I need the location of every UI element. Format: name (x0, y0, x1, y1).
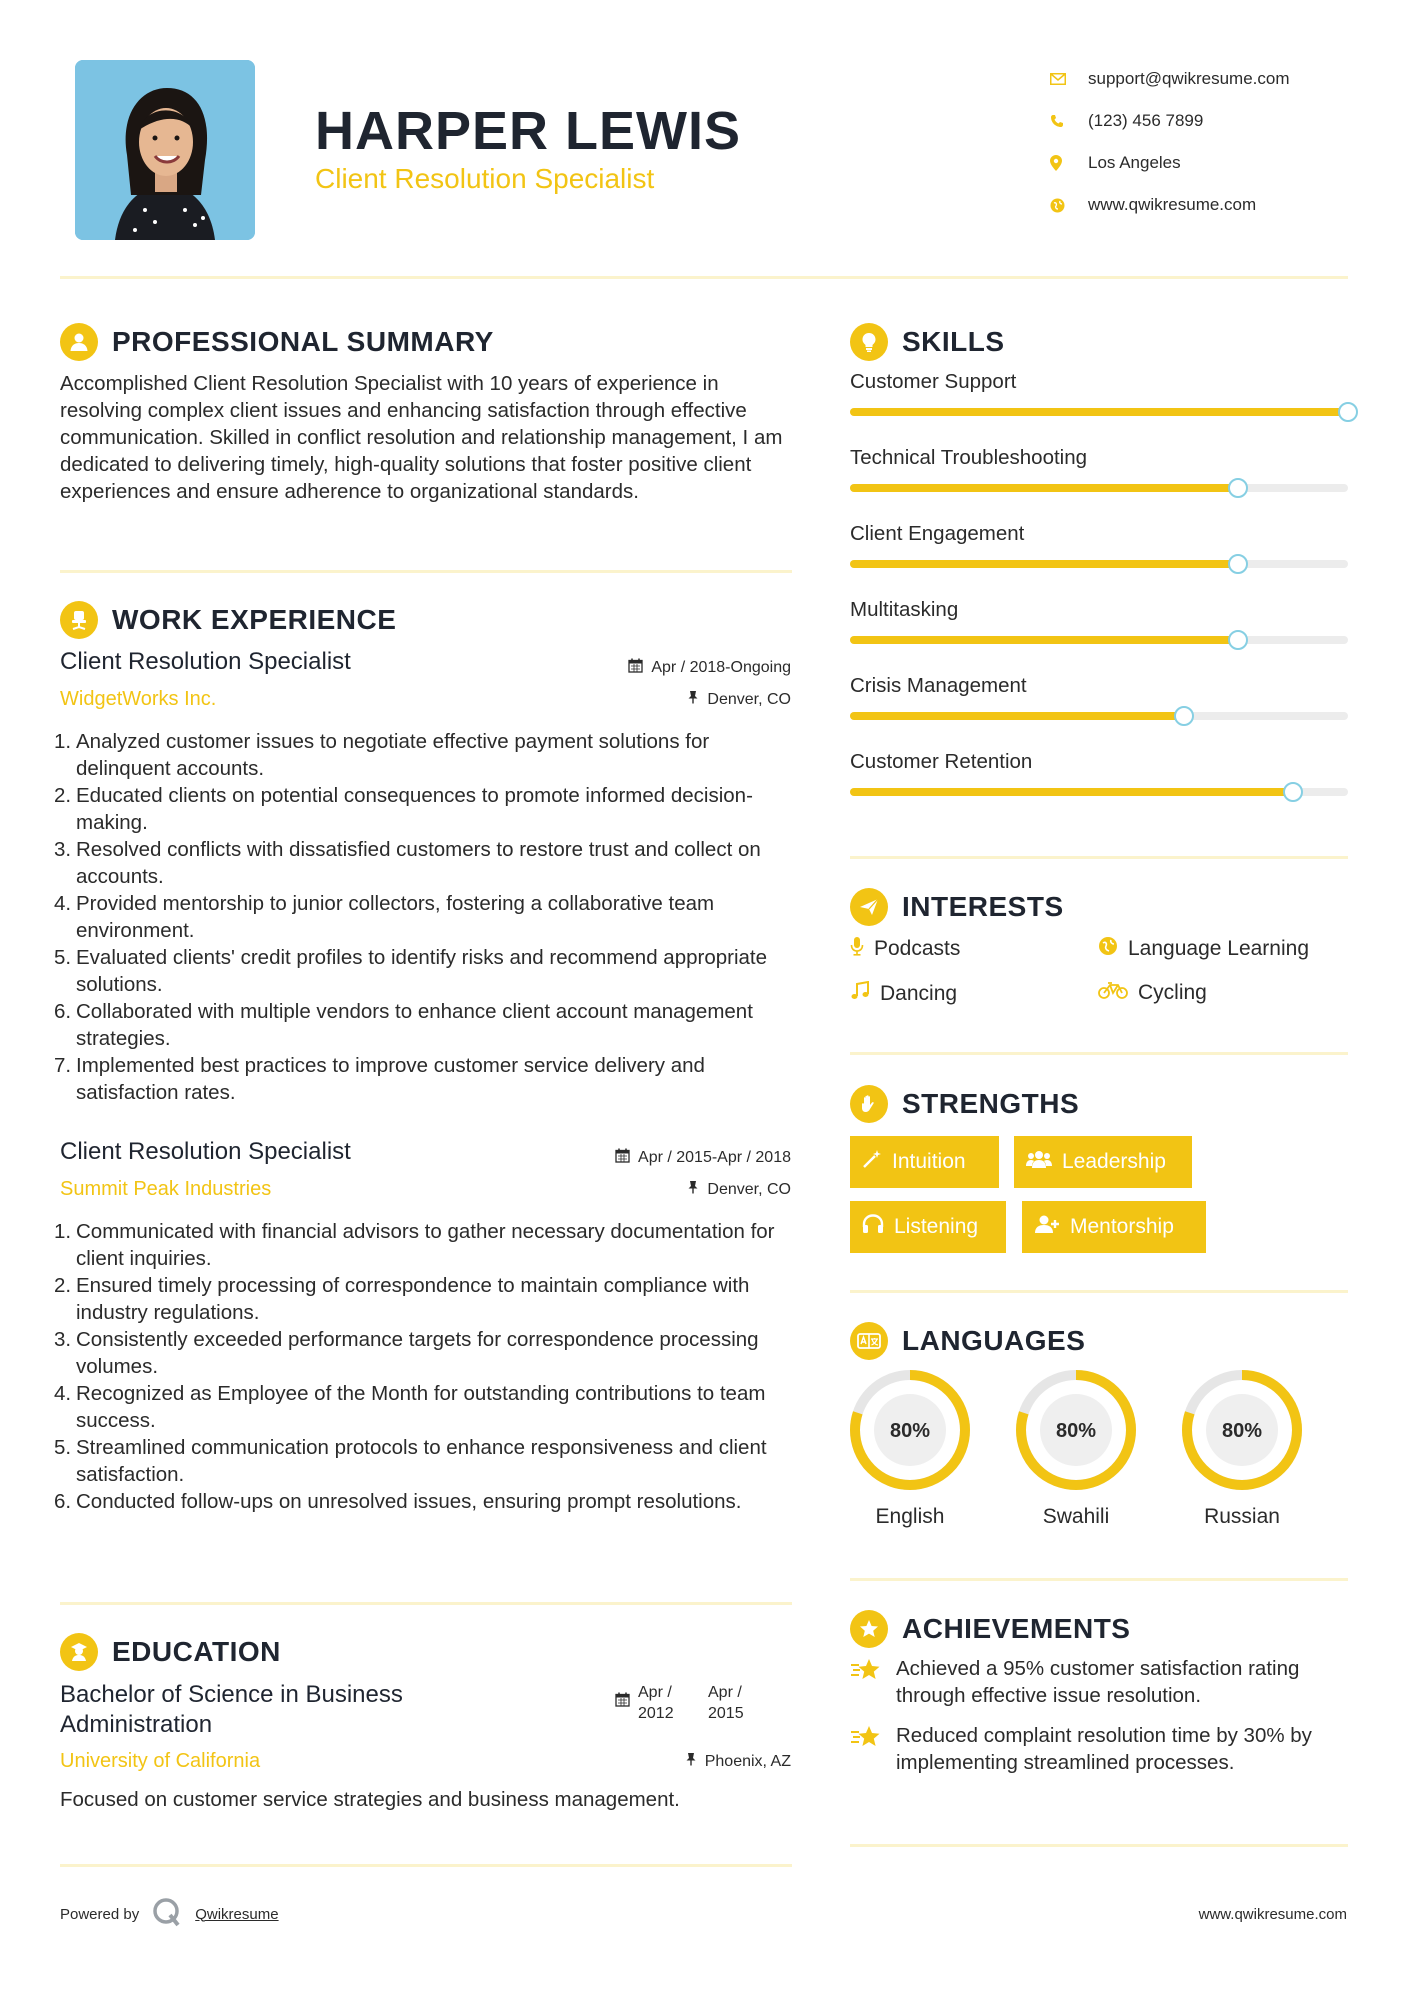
footer-website-link[interactable]: www.qwikresume.com (1198, 1906, 1347, 1923)
skill-bar-knob (1228, 630, 1248, 650)
language-item (848, 1368, 972, 1529)
job-2-location-text: Denver, CO (707, 1180, 791, 1198)
skill-item (850, 446, 1348, 492)
phone-icon (1050, 114, 1088, 128)
pin-icon (687, 1180, 699, 1199)
globe-icon (1050, 198, 1088, 213)
education-description: Focused on customer service strategies and business management. (60, 1788, 680, 1811)
skill-item (850, 598, 1348, 644)
strength-chip-intuition (850, 1136, 999, 1188)
interest-item-language-learning (1098, 936, 1309, 962)
education-location (685, 1752, 791, 1771)
star-badge-icon (850, 1610, 888, 1648)
strengths-heading (850, 1085, 1079, 1123)
contact-list (1050, 58, 1380, 226)
interests-title: INTERESTS (902, 891, 1064, 922)
footer-powered-by (60, 1896, 279, 1932)
lightbulb-icon (850, 323, 888, 361)
list-item: 1. Communicated with financial advisors to gather necessary documentation for client inquiries. (54, 1220, 775, 1270)
skill-item (850, 750, 1348, 796)
job-1-location (687, 690, 791, 709)
skill-bar-knob (1338, 402, 1358, 422)
skill-bar-fill (850, 788, 1293, 796)
work-title: WORK EXPERIENCE (112, 604, 397, 635)
skill-item (850, 370, 1348, 416)
education-heading (60, 1633, 281, 1671)
achievement-item (850, 1722, 1350, 1776)
job-2-location (687, 1180, 791, 1199)
envelope-icon (1050, 73, 1088, 85)
job-2-dates (615, 1148, 791, 1168)
strength-label: Intuition (892, 1150, 966, 1173)
strengths-divider (850, 1290, 1348, 1293)
website-text: www.qwikresume.com (1088, 195, 1257, 214)
degree-line-2: Administration (60, 1711, 213, 1738)
work-divider (60, 1602, 792, 1605)
strength-label: Listening (894, 1215, 979, 1238)
language-card-icon (850, 1322, 888, 1360)
language-percent: 80% (1221, 1420, 1263, 1442)
languages-heading (850, 1322, 1085, 1360)
skill-item (850, 522, 1348, 568)
paper-plane-icon (850, 888, 888, 926)
achievement-item (850, 1655, 1350, 1709)
skills-heading (850, 323, 1005, 361)
candidate-name: HARPER LEWIS (315, 101, 742, 161)
interest-item-cycling (1098, 981, 1207, 1005)
music-icon (850, 981, 870, 1007)
list-item: 3. Consistently exceeded performance targets for correspondence processing volumes. (54, 1328, 759, 1378)
interests-divider (850, 1052, 1348, 1055)
header-divider (60, 276, 1348, 279)
education-location-text: Phoenix, AZ (704, 1752, 791, 1770)
strength-label: Leadership (1062, 1150, 1166, 1173)
bicycle-icon (1098, 981, 1128, 1005)
list-item: 5. Streamlined communication protocols to enhance responsiveness and client satisfaction. (54, 1436, 767, 1486)
job-2-company: Summit Peak Industries (60, 1178, 272, 1200)
users-icon (1026, 1149, 1052, 1175)
skill-bar (850, 712, 1348, 720)
phone-text: (123) 456 7899 (1088, 111, 1204, 130)
skill-bar-knob (1228, 478, 1248, 498)
education-start: Apr / 2012 (638, 1684, 674, 1722)
email-text: support@qwikresume.com (1088, 69, 1290, 88)
summary-heading (60, 323, 494, 361)
calendar-icon (615, 1682, 630, 1713)
skill-bar-knob (1283, 782, 1303, 802)
list-item: 1. Analyzed customer issues to negotiate effective payment solutions for delinquent accounts. (54, 730, 710, 780)
school-name: University of California (60, 1750, 261, 1772)
interest-label: Cycling (1138, 981, 1207, 1004)
achievements-divider (850, 1844, 1348, 1847)
strength-chip-mentorship (1022, 1201, 1206, 1253)
skill-bar (850, 484, 1348, 492)
language-item (1014, 1368, 1138, 1529)
skill-label: Client Engagement (850, 522, 1025, 545)
skills-title: SKILLS (902, 326, 1005, 357)
interest-label: Language Learning (1128, 937, 1310, 960)
user-plus-icon (1034, 1214, 1060, 1240)
language-percent: 80% (889, 1420, 931, 1442)
skill-bar (850, 788, 1348, 796)
skill-bar (850, 560, 1348, 568)
job-1-bullets (54, 728, 800, 1106)
job-2-bullets (54, 1218, 800, 1515)
language-label: Swahili (1042, 1505, 1110, 1528)
degree-line-1: Bachelor of Science in Business (60, 1681, 403, 1708)
interest-item-dancing (850, 981, 957, 1007)
job-1-dates (628, 658, 791, 678)
contact-location (1050, 142, 1380, 184)
achievements-heading (850, 1610, 1130, 1648)
calendar-icon (615, 1148, 630, 1168)
skill-bar-knob (1228, 554, 1248, 574)
language-item (1180, 1368, 1304, 1529)
education-dates (615, 1682, 768, 1724)
job-2-dates-text: Apr / 2015-Apr / 2018 (638, 1149, 791, 1166)
magic-wand-icon (862, 1149, 882, 1175)
education-divider (60, 1864, 792, 1867)
map-pin-icon (1050, 155, 1088, 171)
list-item: 6. Conducted follow-ups on unresolved issues, ensuring prompt resolutions. (54, 1490, 742, 1513)
graduation-icon (60, 1633, 98, 1671)
skills-divider (850, 856, 1348, 859)
summary-text: Accomplished Client Resolution Specialist with 10 years of experience in resolving complex client issues and enhancing satisfaction through effective communication. Skilled in conflict resolution and relationship management, I am dedicated to delivering timely, high-quality solutions that foster positive client experiences and ensure adherence to organizational standards. (60, 372, 783, 503)
microphone-icon (850, 936, 864, 962)
interest-item-podcasts (850, 936, 960, 962)
skill-item (850, 674, 1348, 720)
education-title: EDUCATION (112, 1636, 281, 1667)
skill-bar (850, 408, 1348, 416)
office-chair-icon (60, 601, 98, 639)
qwikresume-link[interactable]: Qwikresume (195, 1905, 279, 1923)
list-item: 7. Implemented best practices to improve customer service delivery and satisfaction rates. (54, 1054, 705, 1104)
list-item: 3. Resolved conflicts with dissatisfied customers to restore trust and collect on accounts. (54, 838, 761, 888)
skill-bar-fill (850, 408, 1348, 416)
job-1-company: WidgetWorks Inc. (60, 688, 217, 710)
skill-label: Technical Troubleshooting (850, 446, 1088, 469)
pin-icon (685, 1752, 697, 1771)
language-gauge (848, 1368, 972, 1492)
achievement-text: Reduced complaint resolution time by 30% by implementing streamlined processes. (896, 1724, 1312, 1774)
language-label: Russian (1204, 1505, 1280, 1528)
job-1-dates-text: Apr / 2018-Ongoing (651, 659, 791, 676)
calendar-icon (628, 658, 643, 678)
skill-label: Customer Support (850, 370, 1017, 393)
job-2-title: Client Resolution Specialist (60, 1138, 351, 1165)
list-item: 5. Evaluated clients' credit profiles to identify risks and recommend appropriate solutions. (54, 946, 768, 996)
globe-icon (1098, 936, 1118, 962)
strength-label: Mentorship (1070, 1215, 1174, 1238)
achievement-text: Achieved a 95% customer satisfaction rating through effective issue resolution. (896, 1657, 1300, 1707)
strength-chip-listening (850, 1201, 1006, 1253)
languages-title: LANGUAGES (902, 1325, 1086, 1356)
hand-icon (850, 1085, 888, 1123)
strength-chip-leadership (1014, 1136, 1192, 1188)
language-gauge (1180, 1368, 1304, 1492)
interest-label: Podcasts (874, 937, 961, 960)
skill-label: Crisis Management (850, 674, 1027, 697)
skill-bar (850, 636, 1348, 644)
list-item: 4. Recognized as Employee of the Month for outstanding contributions to team success. (54, 1382, 766, 1432)
skill-label: Multitasking (850, 598, 959, 621)
skill-bar-fill (850, 712, 1184, 720)
languages-divider (850, 1578, 1348, 1581)
interests-heading (850, 888, 1064, 926)
language-gauge (1014, 1368, 1138, 1492)
job-1-location-text: Denver, CO (707, 690, 791, 708)
profile-photo (75, 60, 255, 240)
location-text: Los Angeles (1088, 153, 1181, 172)
contact-email[interactable] (1050, 58, 1380, 100)
work-heading (60, 601, 396, 639)
summary-title: PROFESSIONAL SUMMARY (112, 326, 494, 357)
degree-title (60, 1680, 403, 1740)
skill-bar-fill (850, 484, 1238, 492)
star-icon (850, 1655, 896, 1688)
list-item: 2. Ensured timely processing of correspondence to maintain compliance with industry regulations. (54, 1274, 750, 1324)
powered-by-label: Powered by (60, 1905, 140, 1923)
headphones-icon (862, 1214, 884, 1240)
skill-bar-fill (850, 560, 1238, 568)
star-icon (850, 1722, 896, 1755)
list-item: 6. Collaborated with multiple vendors to enhance client account management strategies. (54, 1000, 753, 1050)
education-end: Apr / 2015 (708, 1684, 744, 1722)
contact-website[interactable] (1050, 184, 1380, 226)
skill-bar-fill (850, 636, 1238, 644)
strengths-title: STRENGTHS (902, 1088, 1080, 1119)
user-icon (60, 323, 98, 361)
pin-icon (687, 690, 699, 709)
language-percent: 80% (1055, 1420, 1097, 1442)
list-item: 4. Provided mentorship to junior collectors, fostering a collaborative team environment. (54, 892, 715, 942)
contact-phone[interactable] (1050, 100, 1380, 142)
interest-label: Dancing (880, 982, 958, 1005)
skill-label: Customer Retention (850, 750, 1033, 773)
language-label: English (875, 1505, 945, 1528)
list-item: 2. Educated clients on potential consequences to promote informed decision-making. (54, 784, 753, 834)
candidate-role: Client Resolution Specialist (315, 163, 655, 194)
job-1-title: Client Resolution Specialist (60, 648, 351, 675)
summary-divider (60, 570, 792, 573)
achievements-title: ACHIEVEMENTS (902, 1613, 1131, 1644)
skill-bar-knob (1174, 706, 1194, 726)
qwikresume-logo-icon (151, 1896, 183, 1932)
